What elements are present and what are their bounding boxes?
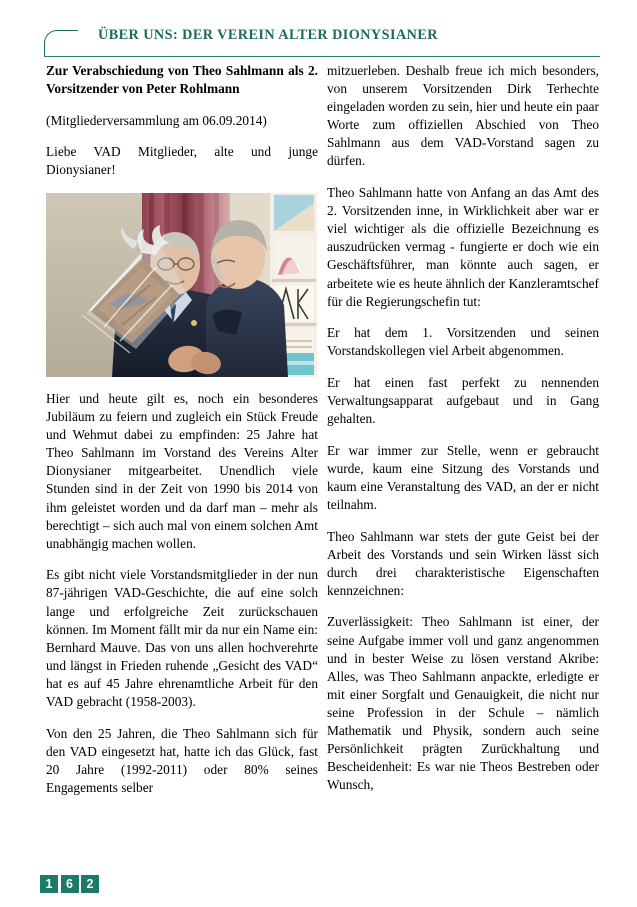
right-paragraph-5: Er war immer zur Stelle, wenn er gebraucht wurde, kaum eine Sitzung des Vorstands und kaum eine Veranstaltung des VAD, an der er nicht teilnahm.: [327, 442, 599, 512]
left-paragraph-1: Hier und heute gilt es, noch ein besonderes Jubiläum zu feiern und zugleich ein Stück Freude und Wehmut dabei zu empfinden: 25 Jahre hat Theo Sahlmann im Vorstand des Vereins Alter Dionysianer mitgearbeitet. Unendlich viele Stunden sind in der Zeit von 1990 bis 2014 von ihm geleistet worden und da darf man – mehr als berechtigt – sich auch mal von einem solchen Amt unabhängig machen wollen.: [46, 390, 318, 551]
article-photo: [46, 193, 317, 377]
right-column: [327, 62, 599, 794]
left-column: [46, 62, 318, 797]
header-rule: [44, 56, 600, 57]
right-paragraph-1: mitzuerleben. Deshalb freue ich mich besonders, von unserem Vorsitzenden Dirk Terhechte eingeladen worden zu sein, hier und heute ein paar Worte zum offiziellen Abschied von Theo Sahlmann aus dem VAD-Vorstand sagen zu dürfen.: [327, 63, 599, 169]
page-header: [44, 26, 600, 60]
left-paragraph-3: Von den 25 Jahren, die Theo Sahlmann sich für den VAD eingesetzt hat, hatte ich das Glück, fast 20 Jahre (1992-2011) oder 80% seines Engagements selber: [46, 725, 318, 795]
right-paragraph-7: Zuverlässigkeit: Theo Sahlmann ist einer, der seine Aufgabe immer voll und ganz angenommen und in bester Weise zu lösen verstand Akribe: Alles, was Theo Sahlmann anpackte, erledigte er mit einer Sorgfalt und Genauigkeit, die nicht nur seine Profession in der Schule – nämlich Mathematik und Physik, sondern auch seine Persönlichkeit prägten Zurückhaltung und Bescheidenheit: Es war nie Theos Bestreben oder Wunsch,: [327, 614, 599, 793]
page-number-digit: 2: [81, 875, 99, 893]
left-paragraph-2: Es gibt nicht viele Vorstandsmitglieder in der nun 87-jährigen VAD-Geschichte, die auf eine solch lange und erfolgreiche Zeit zurückschauen können. Im Moment fällt mir da nur ein Name ein: Bernhard Mauve. Das von uns allen hochverehrte und längst in Frieden ruhende „Gesicht des VAD“ hat es auf 45 Jahre ehrenamtliche Arbeit für den VAD gebracht (1958-2003).: [46, 567, 318, 709]
right-paragraph-4: Er hat einen fast perfekt zu nennenden Verwaltungsapparat aufgebaut und in Gang gehalten.: [327, 374, 599, 427]
photo-illustration: [46, 193, 317, 377]
article-title: Zur Verabschiedung von Theo Sahlmann als 2. Vorsitzender von Peter Rohlmann: [46, 63, 318, 97]
header-bracket-icon: [44, 30, 78, 56]
article-salutation: Liebe VAD Mitglieder, alte und junge Dionysianer!: [46, 144, 318, 178]
page-header-title: ÜBER UNS: DER VEREIN ALTER DIONYSIANER: [98, 27, 438, 43]
right-paragraph-3: Er hat dem 1. Vorsitzenden und seinen Vorstandskollegen viel Arbeit abgenommen.: [327, 325, 599, 359]
right-paragraph-2: Theo Sahlmann hatte von Anfang an das Amt des 2. Vorsitzenden inne, in Wirklichkeit aber war er viel wichtiger als die offizielle Bezeichnung es auszudrücken vermag - fungierte er doch wie ein Geschäftsführer, man könnte auch sagen, er arbeitete wie es heute ähnlich der Kanzleramtschef für die Regierungschefin tut:: [327, 185, 599, 309]
article-subtitle: (Mitgliederversammlung am 06.09.2014): [46, 112, 267, 128]
right-paragraph-6: Theo Sahlmann war stets der gute Geist bei der Arbeit des Vorstands und sein Wirken lässt sich durch drei charakteristische Eigenschaften kennzeichnen:: [327, 528, 599, 598]
page-number-digit: 6: [61, 875, 79, 893]
page-number-digit: 1: [40, 875, 58, 893]
page-number: [40, 875, 99, 893]
